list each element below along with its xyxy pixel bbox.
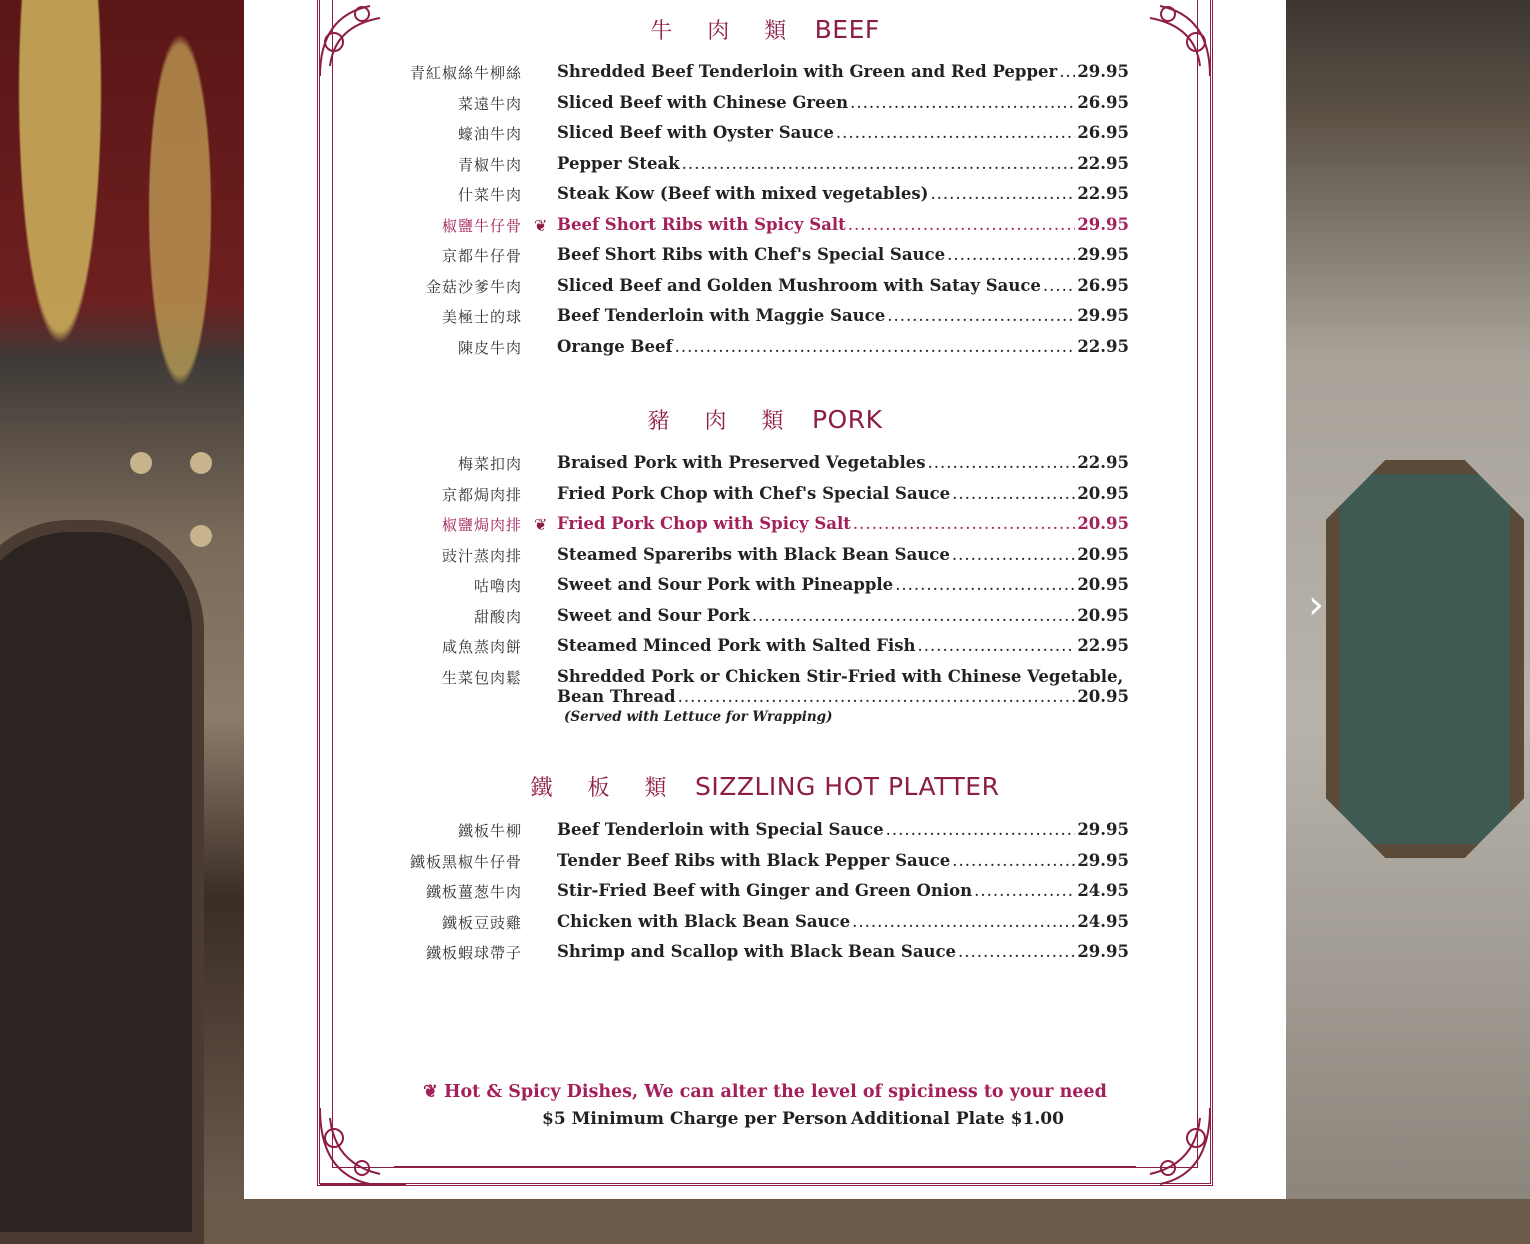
menu-item — [244, 215, 1286, 245]
dish-line — [557, 575, 1129, 597]
menu-item — [244, 942, 1286, 972]
rivet — [190, 525, 212, 547]
dish-name-cn: 陳皮牛肉 — [457, 338, 522, 357]
dish-name-en: Sweet and Sour Pork with Pineapple — [557, 575, 894, 594]
leader-dots — [974, 881, 1075, 900]
dish-name-cn: 什菜牛肉 — [457, 186, 522, 204]
section-title-cn: 豬 肉 類 — [647, 409, 798, 434]
dish-line — [557, 215, 1129, 237]
dish-price: 29.95 — [1077, 214, 1129, 234]
dish-line — [557, 123, 1129, 145]
dish-name-en: Beef Short Ribs with Chef's Special Sauce — [557, 245, 946, 264]
menu-item — [244, 636, 1286, 666]
dish-line — [557, 687, 1129, 706]
dish-price: 22.95 — [1077, 453, 1129, 472]
leader-dots — [928, 453, 1076, 472]
dish-line — [557, 820, 1129, 842]
dish-name-cn: 甜酸肉 — [473, 607, 522, 626]
menu-item — [244, 276, 1286, 306]
dish-price: 29.95 — [1077, 245, 1129, 264]
menu-item — [244, 851, 1286, 881]
dish-name-cn: 蠔油牛肉 — [457, 125, 522, 143]
dish-line — [557, 881, 1129, 903]
leader-dots — [895, 575, 1075, 594]
dish-name-en-line2: Bean Thread — [557, 686, 676, 706]
dish-line — [557, 276, 1129, 298]
menu-item — [244, 154, 1286, 184]
dish-name-en: Fried Pork Chop with Chef's Special Sauce — [557, 483, 951, 503]
dish-name-en: Sliced Beef with Chinese Green — [557, 92, 849, 112]
dish-name-cn: 咸魚蒸肉餅 — [441, 638, 522, 656]
ornament-bottom-left-icon — [310, 1098, 406, 1194]
dish-price: 22.95 — [1077, 184, 1129, 203]
chevron-right-icon: › — [1308, 582, 1324, 628]
dish-name-cn: 椒鹽焗肉排 — [441, 516, 522, 534]
leader-dots — [848, 215, 1076, 234]
dish-price: 26.95 — [1077, 92, 1129, 112]
leader-dots — [952, 545, 1076, 564]
dish-name-cn: 生菜包肉鬆 — [441, 668, 522, 687]
leader-dots — [886, 820, 1076, 839]
menu-item — [244, 575, 1286, 605]
dish-name-cn: 美極士的球 — [441, 308, 522, 326]
menu-item — [244, 606, 1286, 636]
menu-item — [244, 453, 1286, 483]
dish-name-en: Sliced Beef with Oyster Sauce — [557, 123, 834, 142]
pepper-icon: ❦ — [534, 515, 548, 534]
dish-line — [557, 453, 1129, 475]
doorway-arch — [0, 520, 204, 1244]
dish-name-cn: 京都焗肉排 — [441, 485, 522, 504]
dish-line — [557, 606, 1129, 628]
dish-name-cn: 梅菜扣肉 — [457, 455, 522, 473]
rivet — [130, 452, 152, 474]
menu-item — [244, 123, 1286, 153]
dish-price: 22.95 — [1077, 636, 1129, 655]
dish-price: 20.95 — [1077, 514, 1129, 533]
leader-dots — [853, 514, 1075, 533]
dish-price: 22.95 — [1077, 336, 1129, 356]
menu-item — [244, 545, 1286, 575]
dish-name-en: Shredded Pork or Chicken Stir-Fried with Chinese Vegetable, — [557, 666, 1124, 686]
dish-price: 29.95 — [1077, 850, 1129, 870]
footer-rule — [394, 1166, 1136, 1168]
leader-dots — [918, 636, 1076, 655]
pepper-icon: ❦ — [423, 1082, 438, 1102]
dish-note: (Served with Lettuce for Wrapping) — [564, 708, 833, 725]
octagonal-window — [1326, 460, 1524, 858]
section-title-beef — [244, 14, 1286, 45]
ornament-bottom-right-icon — [1124, 1098, 1220, 1194]
dish-name-cn: 京都牛仔骨 — [441, 247, 522, 265]
leader-dots — [1059, 62, 1075, 81]
menu-item — [244, 881, 1286, 911]
dish-price: 20.95 — [1077, 544, 1129, 564]
menu-page — [244, 0, 1286, 1199]
leader-dots — [930, 184, 1075, 203]
leader-dots — [752, 606, 1075, 625]
menu-item — [244, 337, 1286, 367]
menu-item — [244, 93, 1286, 123]
menu-item — [244, 514, 1286, 544]
section-title-sizzling — [244, 771, 1286, 802]
dish-name-en: Beef Tenderloin with Maggie Sauce — [557, 306, 886, 325]
dish-name-en: Braised Pork with Preserved Vegetables — [557, 453, 926, 472]
dish-price: 29.95 — [1077, 306, 1129, 325]
dish-price: 22.95 — [1077, 153, 1129, 173]
menu-item — [244, 62, 1286, 92]
leader-dots — [836, 123, 1075, 142]
dish-price: 29.95 — [1077, 820, 1129, 839]
menu-item — [244, 184, 1286, 214]
dish-name-cn: 青椒牛肉 — [457, 155, 522, 174]
dish-name-en: Steak Kow (Beef with mixed vegetables) — [557, 184, 929, 203]
minimum-charge: $5 Minimum Charge per Person — [542, 1109, 848, 1129]
dish-line — [557, 62, 1129, 84]
menu-item — [244, 306, 1286, 336]
leader-dots — [678, 687, 1076, 706]
dish-price: 20.95 — [1077, 605, 1129, 625]
section-title-cn: 牛 肉 類 — [650, 19, 801, 44]
menu-item — [244, 912, 1286, 942]
dish-line — [557, 912, 1129, 934]
dish-name-cn: 鐵板薑葱牛肉 — [425, 883, 522, 901]
dish-price: 26.95 — [1077, 123, 1129, 142]
dish-name-en: Shrimp and Scallop with Black Bean Sauce — [557, 942, 957, 961]
dish-name-en: Fried Pork Chop with Spicy Salt — [557, 514, 851, 533]
menu-item — [244, 484, 1286, 514]
leader-dots — [850, 93, 1075, 112]
leader-dots — [887, 306, 1075, 325]
leader-dots — [675, 337, 1076, 356]
menu-item — [244, 820, 1286, 850]
spicy-note-text: Hot & Spicy Dishes, We can alter the level of spiciness to your need — [443, 1082, 1107, 1102]
dish-line — [557, 337, 1129, 359]
dish-name-cn: 豉汁蒸肉排 — [441, 546, 522, 565]
dish-name-en: Steamed Spareribs with Black Bean Sauce — [557, 544, 950, 564]
dish-line — [557, 942, 1129, 964]
dish-name-en: Chicken with Black Bean Sauce — [557, 911, 851, 931]
dish-line — [557, 851, 1129, 873]
dish-line — [557, 667, 1129, 689]
dish-name-cn: 鐵板黑椒牛仔骨 — [409, 852, 522, 871]
dish-price: 24.95 — [1077, 911, 1129, 931]
next-slide-button[interactable] — [1296, 582, 1336, 628]
leader-dots — [852, 912, 1075, 931]
dish-name-cn: 椒鹽牛仔骨 — [441, 216, 522, 235]
dish-name-cn: 鐵板蝦球帶子 — [425, 944, 522, 962]
dish-name-en: Shredded Beef Tenderloin with Green and Red Pepper — [557, 62, 1058, 81]
dish-name-en: Beef Short Ribs with Spicy Salt — [557, 214, 846, 234]
dish-line — [557, 636, 1129, 658]
dish-name-cn: 鐵板豆豉雞 — [441, 913, 522, 932]
leader-dots — [947, 245, 1075, 264]
leader-dots — [958, 942, 1075, 961]
dish-line — [557, 484, 1129, 506]
section-title-en: PORK — [811, 405, 883, 434]
additional-plate: Additional Plate $1.00 — [851, 1109, 1064, 1129]
dish-name-en: Orange Beef — [557, 336, 673, 356]
section-title-cn: 鐵 板 類 — [530, 776, 681, 801]
menu-item — [244, 666, 1286, 725]
dish-price: 26.95 — [1077, 275, 1129, 295]
dish-name-cn: 青紅椒絲牛柳絲 — [409, 64, 522, 82]
dish-name-en: Steamed Minced Pork with Salted Fish — [557, 636, 916, 655]
menu-item — [244, 245, 1286, 275]
section-title-en: BEEF — [814, 15, 880, 44]
leader-dots — [952, 851, 1075, 870]
dish-price: 20.95 — [1077, 483, 1129, 503]
dish-price: 20.95 — [1077, 686, 1129, 706]
dish-name-en: Sliced Beef and Golden Mushroom with Satay Sauce — [557, 275, 1041, 295]
dish-name-en: Beef Tenderloin with Special Sauce — [557, 820, 884, 839]
leader-dots — [1043, 276, 1075, 295]
dish-name-cn: 鐵板牛柳 — [457, 822, 522, 840]
spicy-note — [244, 1082, 1286, 1102]
dish-line — [557, 306, 1129, 328]
dish-name-cn: 咕嚕肉 — [473, 577, 522, 595]
dish-line — [557, 184, 1129, 206]
leader-dots — [682, 154, 1076, 173]
dish-name-cn: 菜遠牛肉 — [457, 94, 522, 113]
section-title-pork — [244, 404, 1286, 435]
dish-name-en: Stir-Fried Beef with Ginger and Green Onion — [557, 881, 973, 900]
dish-price: 20.95 — [1077, 575, 1129, 594]
leader-dots — [952, 484, 1075, 503]
section-title-en: SIZZLING HOT PLATTER — [694, 772, 1000, 801]
dish-name-en: Pepper Steak — [557, 153, 680, 173]
dish-name-cn: 金菇沙爹牛肉 — [425, 277, 522, 296]
dish-name-en: Tender Beef Ribs with Black Pepper Sauce — [557, 850, 951, 870]
dish-line — [557, 154, 1129, 176]
dish-line — [557, 93, 1129, 115]
dish-name-en: Sweet and Sour Pork — [557, 605, 750, 625]
pepper-icon: ❦ — [534, 215, 548, 235]
rivet — [190, 452, 212, 474]
dish-price: 24.95 — [1077, 881, 1129, 900]
dish-line — [557, 545, 1129, 567]
dish-line — [557, 245, 1129, 267]
background-photo-left — [0, 0, 244, 1199]
dish-price: 29.95 — [1077, 62, 1129, 81]
dish-price: 29.95 — [1077, 942, 1129, 961]
dish-line — [557, 514, 1129, 536]
